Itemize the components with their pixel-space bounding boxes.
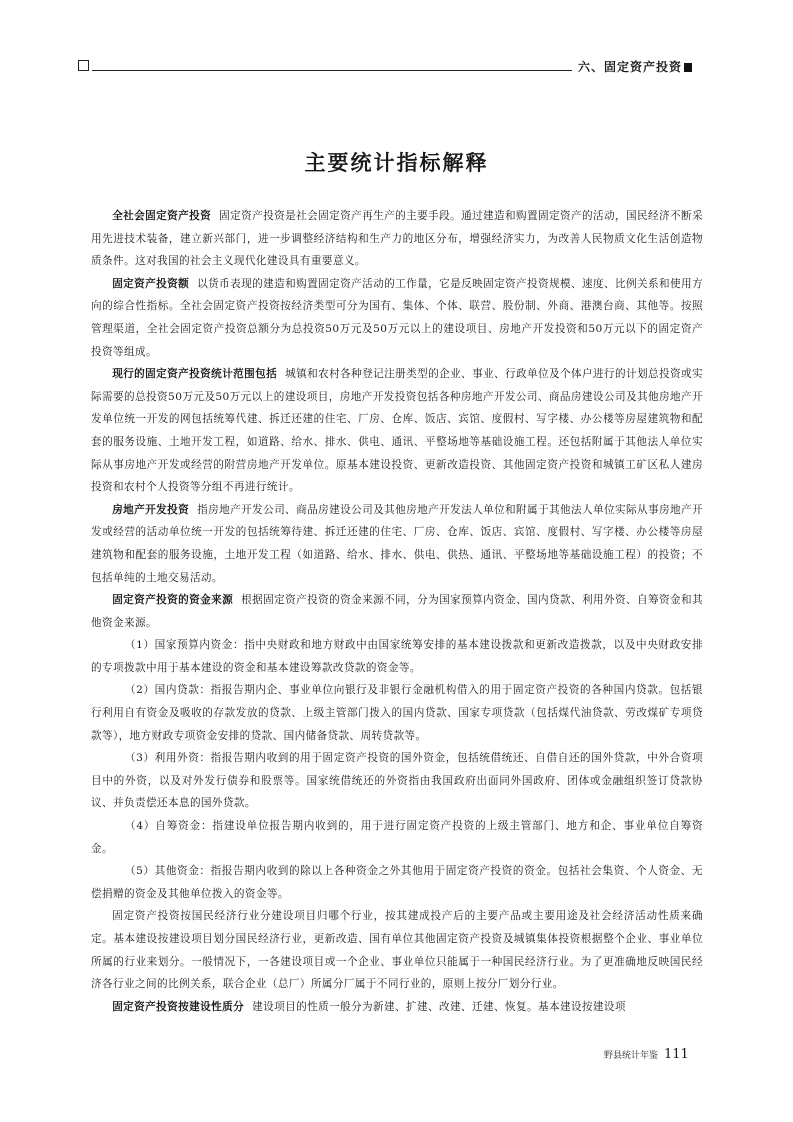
section-title-text: 六、固定资产投资 xyxy=(578,60,683,74)
paragraph xyxy=(91,860,703,905)
paragraph xyxy=(91,499,703,589)
paragraph xyxy=(91,273,703,363)
page-number: 111 xyxy=(664,1047,689,1062)
header-box-icon xyxy=(78,60,89,71)
paragraph xyxy=(91,589,703,634)
paragraph-text: （2）国内贷款：指报告期内企、事业单位向银行及非银行金融机构借入的用于固定资产投资的各种国内贷款。包括银行利用自有资金及吸收的存款发放的贷款、上级主管部门拨入的国内贷款、国家专项贷款（包括煤代油贷款、劳改煤矿专项贷款等），地方财政专项资金安排的贷款、国内储备贷款、周转贷款等。 xyxy=(91,684,703,742)
paragraph xyxy=(91,363,703,499)
paragraph-text: （5）其他资金：指报告期内收到的除以上各种资金之外其他用于固定资产投资的资金。包括社会集资、个人资金、无偿捐赠的资金及其他单位拨入的资金等。 xyxy=(91,865,703,900)
paragraph xyxy=(91,905,703,995)
paragraph-text: 固定资产投资按国民经济行业分建设项目归哪个行业，按其建成投产后的主要产品或主要用途及社会经济活动性质来确定。基本建设按建设项目划分国民经济行业，更新改造、国有单位其他固定资产投资及城镇集体投资根据整个企业、事业单位所属的行业来划分。一般情况下，一各建设项目或一个企业、事业单位只能属于一种国民经济行业。为了更准确地反映国民经济各行业之间的比例关系，联合企业（总厂）所属分厂属于不同行业的，原则上按分厂划分行业。 xyxy=(91,910,703,991)
paragraph-text: 城镇和农村各种登记注册类型的企业、事业、行政单位及个体户进行的计划总投资或实际需要的总投资50万元及50万元以上的建设项目，房地产开发投资包括各种房地产开发公司、商品房建设公司及其他房地产开发单位统一开发的网包括统筹代建、拆迁还建的住宅、厂房、仓库、饭店、宾馆、度假村、写字楼、办公楼等房屋建筑物和配套的服务设施、土地开发工程，如道路、给水、排水、供电、通讯、平整场地等基础设施工程。还包括附属于其他法人单位实际从事房地产开发或经营的附营房地产开发单位。原基本建设投资、更新改造投资、其他固定资产投资和城镇工矿区私人建房投资和农村个人投资等分组不再进行统计。 xyxy=(91,368,703,494)
paragraph-text: 指房地产开发公司、商品房建设公司及其他房地产开发法人单位和附属于其他法人单位实际从事房地产开发或经营的活动单位统一开发的包括统筹待建、拆迁还建的住宅、厂房、仓库、饭店、宾馆、度假村、写字楼、办公楼等房屋建筑物和配套的服务设施，土地开发工程（如道路、给水、排水、供电、供热、通讯、平整场地等基础设施工程）的投资；不包括单纯的土地交易活动。 xyxy=(91,503,703,584)
term-heading: 固定资产投资按建设性质分 xyxy=(112,1000,245,1013)
paragraph xyxy=(91,996,703,1019)
term-heading: 全社会固定资产投资 xyxy=(112,210,212,222)
paragraph-text: 固定资产投资是社会固定资产再生产的主要手段。通过建造和购置固定资产的活动，国民经济不断采用先进技术装备，建立新兴部门，进一步调整经济结构和生产力的地区分布，增强经济实力，为改善人民物质文化生活创造物质条件。这对我国的社会主义现代化建设具有重要意义。 xyxy=(91,210,703,268)
paragraph xyxy=(91,205,703,273)
header-rule xyxy=(92,70,572,71)
footer-book-title: 野县统计年鉴 xyxy=(604,1051,659,1061)
paragraph-text: 建设项目的性质一般分为新建、扩建、改建、迁建、恢复。基本建设按建设项 xyxy=(252,1000,626,1013)
paragraph-text: 根据固定资产投资的资金来源不同，分为国家预算内资金、国内贷款、利用外资、自筹资金和其他资金来源。 xyxy=(91,594,704,629)
term-heading: 现行的固定资产投资统计范围包括 xyxy=(112,368,278,381)
running-header xyxy=(78,58,683,74)
paragraph xyxy=(91,679,703,747)
page-footer xyxy=(604,1047,689,1062)
paragraph-text: （3）利用外资：指报告期内收到的用于固定资产投资的国外资金，包括统借统还、自借自还的国外贷款，中外合资项目中的外资，以及对外发行债券和股票等。国家统借统还的外资指由我国政府出面同外国政府、团体或金融组织签订贷款协议、并负责偿还本息的国外贷款。 xyxy=(91,752,703,810)
body-text xyxy=(91,205,703,1018)
paragraph-text: 以货币表现的建造和购置固定资产活动的工作量，它是反映固定资产投资规模、速度、比例关系和使用方向的综合性指标。全社会固定资产投资按经济类型可分为国有、集体、个体、联营、股份制、外商、港澳台商、其他等。按照管理渠道，全社会固定资产投资总额分为总投资50万元及50万元以上的建设项目、房地产开发投资和50万元以下的固定资产投资等组成。 xyxy=(91,277,703,358)
term-heading: 固定资产投资额 xyxy=(112,277,190,290)
paragraph-text: （4）自筹资金：指建设单位报告期内收到的，用于进行固定资产投资的上级主管部门、地方和企、事业单位自筹资金。 xyxy=(91,820,703,855)
paragraph xyxy=(91,634,703,679)
paragraph xyxy=(91,815,703,860)
black-square-icon xyxy=(684,63,692,72)
page-title: 主要统计指标解释 xyxy=(304,151,489,175)
section-title xyxy=(578,58,692,75)
paragraph-text: （1）国家预算内资金：指中央财政和地方财政中由国家统筹安排的基本建设拨款和更新改造拨款，以及中央财政安排的专项拨款中用于基本建设的资金和基本建设筹款改贷款的资金等。 xyxy=(91,639,703,674)
term-heading: 房地产开发投资 xyxy=(112,503,190,516)
term-heading: 固定资产投资的资金来源 xyxy=(112,594,234,607)
paragraph xyxy=(91,747,703,815)
